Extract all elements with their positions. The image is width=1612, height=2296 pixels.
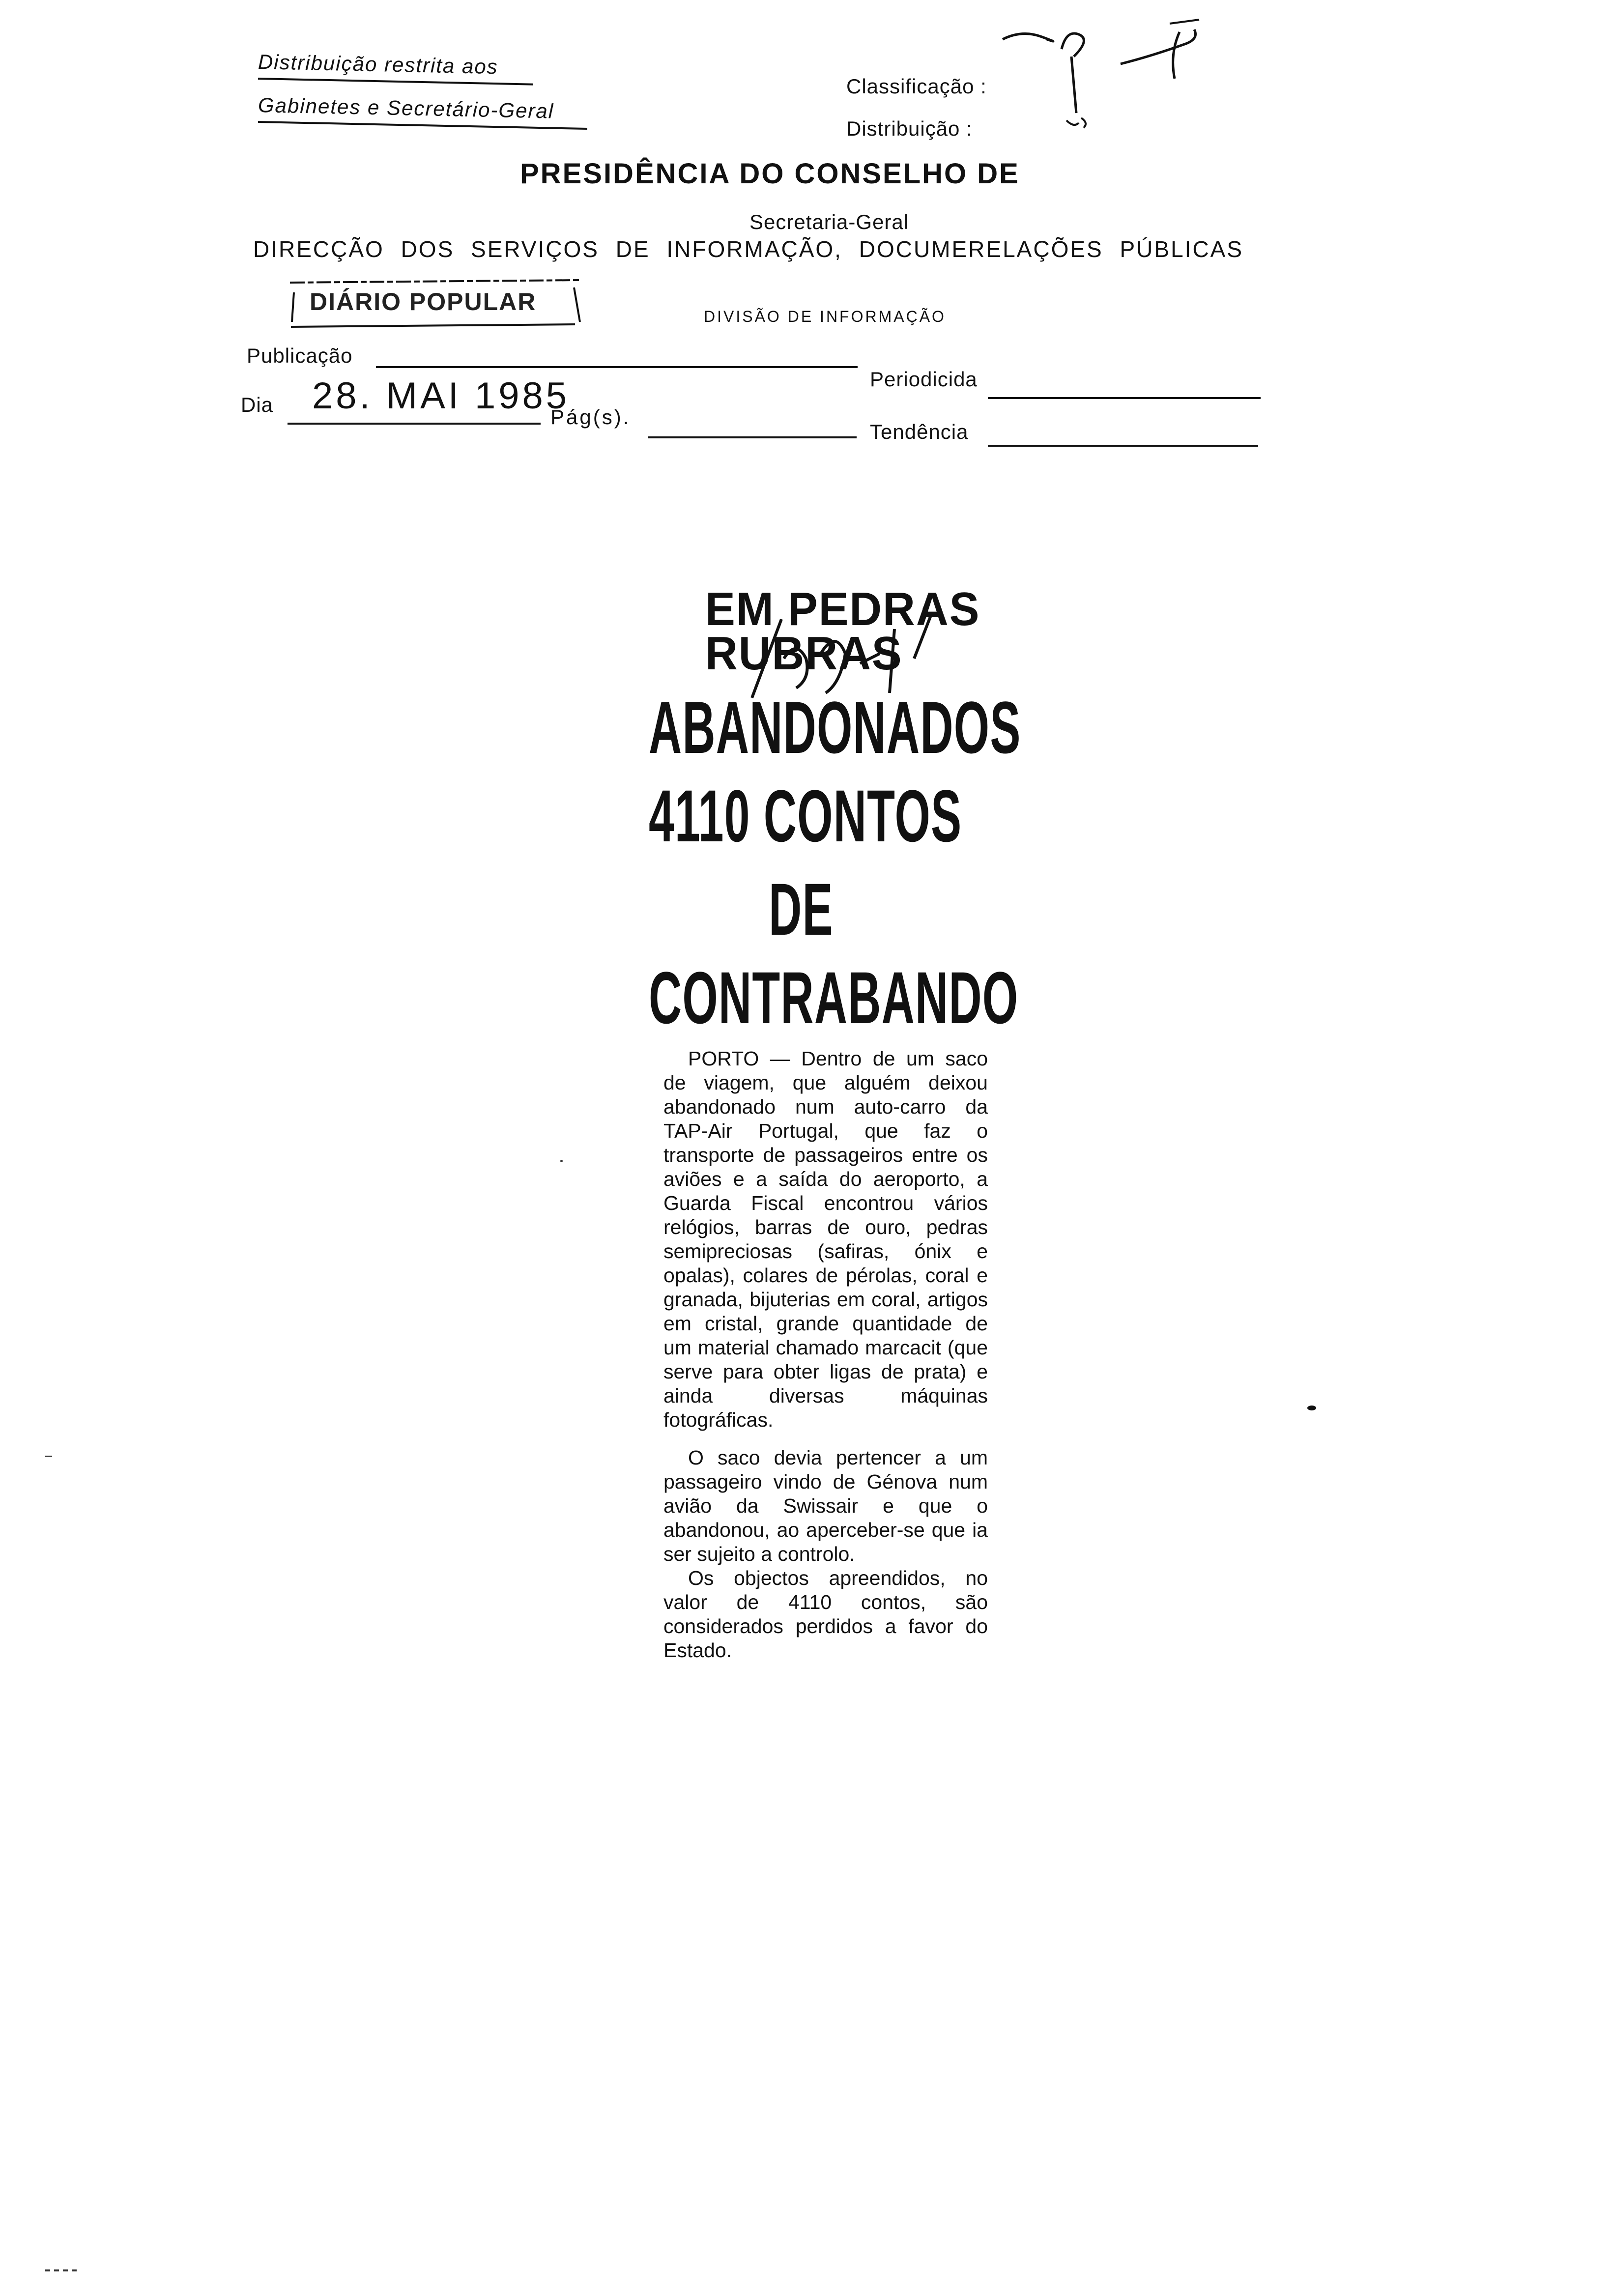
stray-marks-bottom [45, 2269, 80, 2271]
tendencia-label: Tendência [870, 420, 969, 443]
newspaper-stamp: DIÁRIO POPULAR [310, 288, 537, 316]
divisao-informacao: DIVISÃO DE INFORMAÇÃO [704, 308, 946, 325]
article-kicker-line1: EM PEDRAS [705, 583, 980, 635]
article-kicker-line2: RUBRAS [705, 627, 903, 680]
dia-field-line [288, 423, 541, 425]
article-paragraph-1: PORTO — Dentro de um saco de viagem, que alguém deixou abandonado num auto-carro da TAP-Air Portugal, que faz o transporte de passageiros entre os aviões e a saída do aeroporto, a Guarda Fiscal encontrou vários relógios, barras de ouro, pedras semipreciosas (safiras, ónix e opalas), colares de pérolas, coral e granada, bijuterias em coral, artigos em cristal, grande quantidade de um material chamado marcacit (que serve para obter ligas de prata) e ainda diversas máquinas fotográficas. [663, 1047, 988, 1431]
publicacao-field-line [376, 366, 858, 368]
headline-line4: CONTRABANDO [649, 956, 1019, 1039]
tendencia-field-line [988, 445, 1258, 447]
pags-label: Pág(s). [550, 405, 631, 429]
publicacao-label: Publicação [247, 344, 353, 367]
headline-line3: DE [769, 868, 834, 950]
direccao-servicos: DIRECÇÃO DOS SERVIÇOS DE INFORMAÇÃO, DOCUMERELAÇÕES PÚBLICAS [253, 236, 1244, 262]
stray-dot [560, 1160, 563, 1162]
dia-label: Dia [241, 393, 274, 416]
distribution-note-line1: Distribuição restrita aos [258, 50, 499, 79]
classificacao-label: Classificação : [846, 75, 987, 98]
article-paragraph-2: O saco devia pertencer a um passageiro vindo de Génova num avião da Swissair e que o abandonou, ao aperceber-se que ia ser sujeito a controlo. [663, 1446, 988, 1565]
periodicidade-label: Periodicida [870, 368, 978, 391]
periodicidade-field-line [988, 397, 1261, 399]
distribution-note-line2: Gabinetes e Secretário-Geral [258, 93, 554, 123]
pags-field-line [648, 436, 857, 438]
article-paragraph-3: Os objectos apreendidos, no valor de 4110 contos, são considerados perdidos a favor do Estado. [663, 1567, 988, 1662]
distribution-underline-1 [258, 78, 533, 86]
stray-dash [45, 1456, 52, 1457]
stray-dot [1307, 1406, 1316, 1410]
handwritten-annotation [993, 10, 1268, 138]
article-body [663, 1047, 988, 1663]
headline-line1: ABANDONADOS [649, 686, 1021, 769]
secretaria-geral: Secretaria-Geral [749, 210, 909, 233]
dia-value: 28. MAI 1985 [312, 375, 570, 417]
distribuicao-label: Distribuição : [846, 117, 973, 140]
presidencia-heading: PRESIDÊNCIA DO CONSELHO DE [520, 158, 1020, 190]
headline-line2: 4110 CONTOS [649, 775, 962, 857]
